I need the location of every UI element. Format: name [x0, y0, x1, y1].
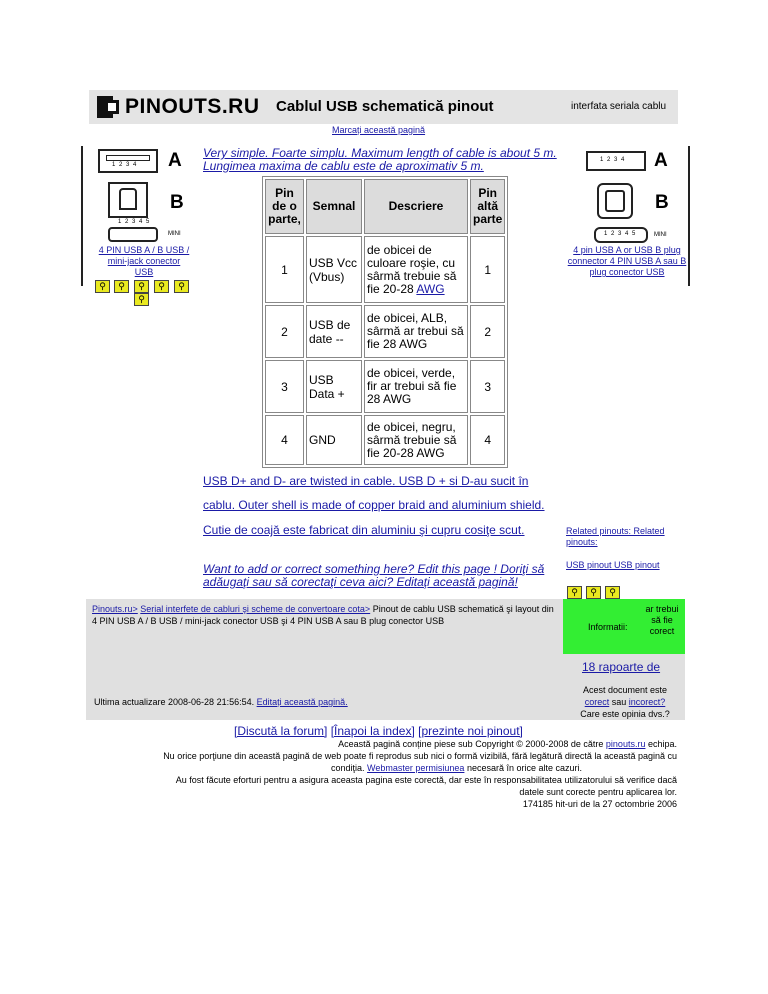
doc-status-text: Acest document este — [582, 685, 668, 695]
copyright-line-4: Au fost făcute eforturi pentru a asigura aceasta pagina este corectă, dar este în responsabilitatea utilizatorului să verifice dacă — [175, 775, 677, 785]
pin-number: 2 — [265, 305, 304, 358]
submit-pinout-link[interactable]: [prezinte noi pinout] — [418, 724, 523, 738]
pin-number: 3 — [265, 360, 304, 413]
table-header-row — [265, 179, 505, 234]
usb-b-pin-numbers: 1 2 3 4 5 — [118, 219, 151, 225]
mini-usb-plug-icon — [594, 227, 648, 243]
breadcrumb — [92, 603, 558, 627]
info-label: Informatii: — [588, 622, 628, 632]
letter-b-left: B — [170, 192, 184, 213]
rating-star-icon[interactable]: ⚲ — [174, 280, 189, 293]
reports-link[interactable]: 18 rapoarte de — [582, 660, 661, 674]
right-connector-caption[interactable]: 4 pin USB A or USB B plug connector 4 PIN USB A sau B plug conector USB — [567, 245, 687, 277]
signal-name: USB de date -- — [306, 305, 362, 358]
pinouts-link[interactable]: pinouts.ru — [605, 739, 646, 749]
copyright-text: necesară în orice alte cazuri. — [466, 763, 582, 773]
edit-page-link[interactable]: Editați această pagină. — [256, 697, 348, 707]
or-text: sau — [611, 697, 627, 707]
mini-tag-left: MINI — [168, 231, 181, 237]
signal-name: USB Data + — [306, 360, 362, 413]
header-signal: Semnal — [306, 179, 362, 234]
pinout-table — [262, 176, 508, 468]
usb-a-pin-numbers: 1 2 3 4 — [112, 162, 138, 168]
index-link[interactable]: [Înapoi la index] — [330, 724, 415, 738]
forum-link[interactable]: [Discută la forum] — [234, 724, 328, 738]
incorrect-link[interactable]: incorect? — [628, 697, 666, 707]
letter-a-left: A — [168, 150, 182, 171]
copyright-line-3 — [95, 762, 677, 774]
twisted-note-1[interactable]: USB D+ and D- are twisted in cable. USB D + si D-au sucit în — [203, 474, 529, 488]
rating-star-icon[interactable]: ⚲ — [95, 280, 110, 293]
page-title: Cablul USB schematică pinout — [276, 98, 494, 115]
site-logo[interactable] — [97, 95, 260, 119]
letter-b-right: B — [655, 192, 669, 213]
footer-nav — [234, 724, 523, 738]
edit-prompt-link[interactable]: Want to add or correct something here? Edit this page ! Doriţi să adăugaţi sau să corectaţi ceva aici? Editaţi această pagină! — [203, 562, 545, 589]
signal-name: GND — [306, 415, 362, 465]
copyright-block — [95, 738, 677, 810]
rating-star-icon[interactable]: ⚲ — [154, 280, 169, 293]
left-connector-caption[interactable]: 4 PIN USB A / B USB / mini-jack conector USB — [98, 245, 190, 277]
usb-a-connector-icon — [98, 149, 158, 173]
pin-description — [364, 236, 468, 303]
bookmark-link[interactable]: Marcați această pagină — [332, 125, 426, 135]
breadcrumb-text: Pinout de cablu USB schematică şi layout din 4 PIN USB A / B USB / mini-jack conector USB şi 4 PIN USB A sau B plug conector USB — [92, 604, 554, 626]
copyright-text: condiţia. — [331, 763, 365, 773]
rating-star-icon[interactable]: ⚲ — [114, 280, 129, 293]
pin-description: de obicei, negru, sârmă trebuie să fie 20-28 AWG — [364, 415, 468, 465]
intro-text[interactable]: Very simple. Foarte simplu. Maximum length of cable is about 5 m. Lungimea maxima de cablu este de aproximativ 5 m. — [203, 146, 557, 173]
mini-plug-pin-numbers: 1 2 3 4 5 — [604, 231, 637, 237]
pin-description: de obicei, ALB, sârmă ar trebui să fie 28 AWG — [364, 305, 468, 358]
mini-tag-right: MINI — [654, 232, 667, 238]
rating-star-icon[interactable]: ⚲ — [605, 586, 620, 599]
breadcrumb-category-link[interactable]: Serial interfete de cabluri şi scheme de convertoare cota> — [140, 604, 371, 614]
copyright-text: Această pagină conține piese sub Copyright © 2000-2008 de către — [338, 739, 604, 749]
opinion-question: Care este opinia dvs.? — [580, 709, 670, 719]
related-usb-link[interactable]: USB pinout USB pinout — [566, 560, 660, 570]
pin-number: 1 — [265, 236, 304, 303]
table-row — [265, 305, 505, 358]
pin-other-side: 2 — [470, 305, 505, 358]
copyright-line-2: Nu orice porţiune din această pagină de web poate fi reprodus sub nici o formă vizibilă, fără legătură directă la această pagină cu — [163, 751, 677, 761]
hit-counter: 174185 hit-uri de la 27 octombrie 2006 — [522, 799, 677, 809]
pin-other-side: 1 — [470, 236, 505, 303]
usb-a-plug-pin-numbers: 1 2 3 4 — [600, 157, 626, 163]
awg-link[interactable]: AWG — [416, 281, 445, 296]
webmaster-link[interactable]: Webmaster permisiunea — [367, 763, 465, 773]
rating-star-icon[interactable]: ⚲ — [586, 586, 601, 599]
last-updated — [94, 697, 348, 707]
header-category: interfata seriala cablu — [571, 101, 667, 112]
table-row — [265, 415, 505, 465]
left-divider — [81, 146, 83, 286]
letter-a-right: A — [654, 150, 668, 171]
info-status-value: ar trebui să fie corect — [645, 604, 679, 636]
usb-b-connector-icon — [108, 182, 148, 218]
logo-text: PINOUTS.RU — [125, 95, 260, 118]
pin-description: de obicei, verde, fir ar trebui să fie 28 AWG — [364, 360, 468, 413]
right-divider — [688, 146, 690, 286]
mini-usb-connector-icon — [108, 227, 158, 242]
shell-note[interactable]: Cutie de coajă este fabricat din aluminiu şi cupru cosiţe scut. — [203, 523, 525, 537]
document-feedback — [569, 684, 681, 720]
rating-star-icon[interactable]: ⚲ — [567, 586, 582, 599]
usb-a-plug-icon — [586, 151, 646, 171]
last-updated-text: Ultima actualizare 2008-06-28 21:56:54. — [94, 697, 255, 707]
pin-number: 4 — [265, 415, 304, 465]
table-row — [265, 360, 505, 413]
rating-star-icon[interactable]: ⚲ — [134, 280, 149, 293]
copyright-text: echipa. — [647, 739, 677, 749]
breadcrumb-home-link[interactable]: Pinouts.ru> — [92, 604, 138, 614]
usb-b-plug-icon — [597, 183, 633, 219]
desc-text: de obicei de culoare roşie, cu sârmă trebuie să fie 20-28 — [367, 242, 457, 296]
header-pin-left: Pin de o parte, — [265, 179, 304, 234]
related-pinouts-title[interactable]: Related pinouts: Related pinouts: — [566, 526, 665, 547]
copyright-line-5: datele sunt corecte pentru aplicarea lor. — [519, 787, 677, 797]
header-description: Descriere — [364, 179, 468, 234]
pin-other-side: 3 — [470, 360, 505, 413]
twisted-note-2[interactable]: cablu. Outer shell is made of copper braid and aluminium shield. — [203, 498, 545, 512]
pin-other-side: 4 — [470, 415, 505, 465]
table-row — [265, 236, 505, 303]
header-pin-right: Pin altă parte — [470, 179, 505, 234]
signal-name: USB Vcc (Vbus) — [306, 236, 362, 303]
correct-link[interactable]: corect — [584, 697, 610, 707]
logo-icon — [97, 96, 119, 118]
rating-star-icon[interactable]: ⚲ — [134, 293, 149, 306]
copyright-line-1 — [95, 738, 677, 750]
